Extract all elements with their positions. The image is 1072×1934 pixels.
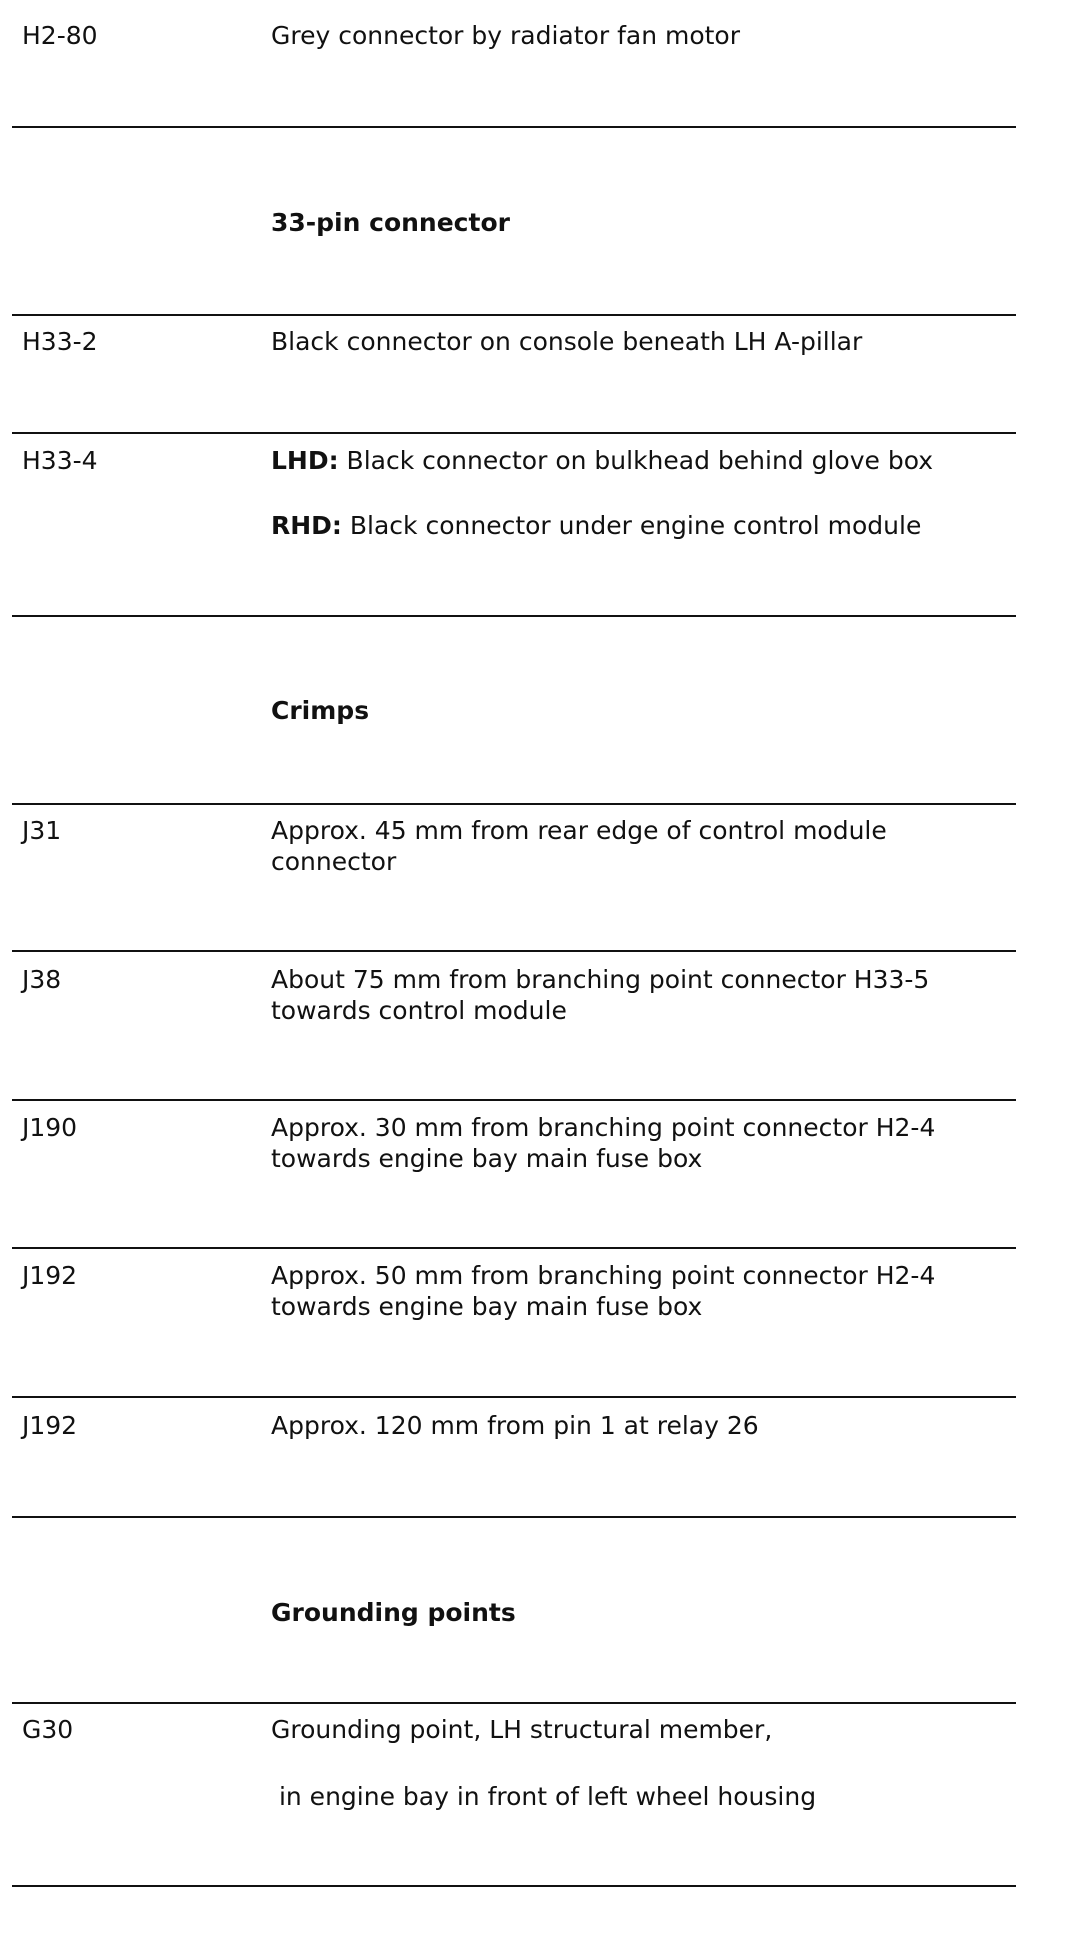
row-code-j31: J31 [22, 816, 62, 845]
divider [12, 1516, 1016, 1518]
divider [12, 950, 1016, 952]
row-desc-j192: Approx. 50 mm from branching point connector H2-4 towards engine bay main fuse box [271, 1261, 936, 1321]
divider [12, 1702, 1016, 1704]
section-heading-grounding: Grounding points [271, 1598, 516, 1627]
divider [12, 615, 1016, 617]
divider [12, 1247, 1016, 1249]
section-heading-33-pin: 33-pin connector [271, 208, 510, 237]
row-desc-h33-2: Black connector on console beneath LH A-pillar [271, 327, 863, 356]
lhd-label: LHD: [271, 446, 339, 475]
rhd-text: Black connector under engine control module [341, 511, 922, 540]
lhd-text: Black connector on bulkhead behind glove box [338, 446, 934, 475]
row-desc-h2-80: Grey connector by radiator fan motor [271, 21, 741, 50]
row-code-j190: J190 [22, 1113, 78, 1142]
row-code-j192: J192 [22, 1261, 78, 1290]
divider [12, 803, 1016, 805]
divider [12, 432, 1016, 434]
divider [12, 1396, 1016, 1398]
row-code-g30: G30 [22, 1715, 74, 1744]
row-code-h33-2: H33-2 [22, 327, 98, 356]
row-desc-j190: Approx. 30 mm from branching point connector H2-4 towards engine bay main fuse box [271, 1113, 936, 1173]
row-code-h33-4: H33-4 [22, 446, 98, 475]
section-heading-crimps: Crimps [271, 696, 370, 725]
row-desc-h33-4-lhd [271, 445, 1011, 476]
row-desc-g30-line2: in engine bay in front of left wheel housing [271, 1782, 817, 1811]
rhd-label: RHD: [271, 511, 342, 540]
row-desc-h33-4-rhd [271, 510, 1011, 541]
row-desc-j31: Approx. 45 mm from rear edge of control module connector [271, 816, 887, 876]
row-code-h2-80: H2-80 [22, 21, 98, 50]
row-code-j38: J38 [22, 965, 62, 994]
divider [12, 1885, 1016, 1887]
divider [12, 1099, 1016, 1101]
divider [12, 126, 1016, 128]
row-desc-j38: About 75 mm from branching point connector H33-5 towards control module [271, 965, 930, 1025]
row-desc-j192-relay: Approx. 120 mm from pin 1 at relay 26 [271, 1411, 759, 1440]
row-desc-g30-line1: Grounding point, LH structural member, [271, 1715, 773, 1744]
row-code-j192-relay: J192 [22, 1411, 78, 1440]
divider [12, 314, 1016, 316]
